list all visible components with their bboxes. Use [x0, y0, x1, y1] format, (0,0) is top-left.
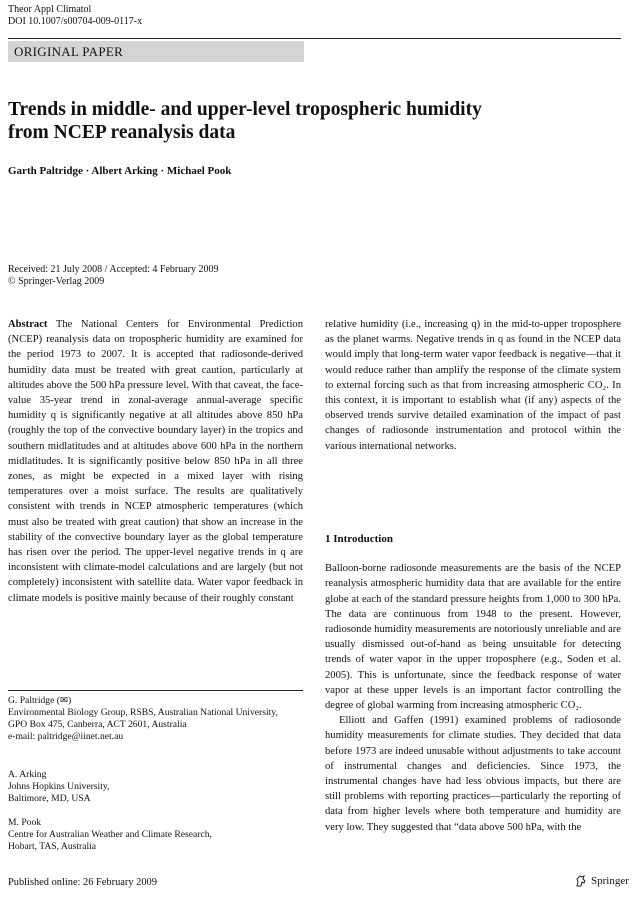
affiliation-email: e-mail: paltridge@iinet.net.au	[8, 731, 124, 742]
received-accepted: Received: 21 July 2008 / Accepted: 4 February 2009	[8, 264, 219, 275]
abstract-label: Abstract	[8, 319, 48, 330]
footnote-rule	[8, 690, 303, 691]
header-rule	[8, 38, 621, 39]
abstract-column	[8, 317, 303, 606]
author-3: Michael Pook	[166, 165, 232, 177]
affiliation-3	[8, 817, 303, 853]
introduction-paragraph-2: Elliott and Gaffen (1991) examined problems of radiosonde humidity measurements for climate studies. They decided that data before 1973 are indeed unusable without adjustments to take account of instrumental changes and deficiencies. Since 1973, the instrumental changes have had less obvious impacts, but there are still problems with reporting practices—particularly the reporting of data from higher levels where both temperature and humidity are very low. They suggested that “data above 500 hPa, with the	[325, 715, 621, 833]
affiliation-line: Centre for Australian Weather and Climate Research,	[8, 829, 212, 840]
affiliation-name: G. Paltridge (✉)	[8, 695, 72, 706]
section-label: ORIGINAL PAPER	[14, 44, 124, 59]
section-band	[8, 41, 304, 62]
springer-horse-icon	[574, 874, 588, 888]
affiliation-line: Baltimore, MD, USA	[8, 793, 91, 804]
title-line-1: Trends in middle- and upper-level tropospheric humidity	[8, 99, 482, 120]
affiliation-name: M. Pook	[8, 817, 42, 828]
abstract-continued: relative humidity (i.e., increasing q) in the mid-to-upper troposphere as the planet warms. Negative trends in q as found in the NCEP data would imply that long-term water vapor feedback is negative—that it would reduce rather than amplify the response of the climate system to external forcing such as that from increasing atmospheric CO₂. In this context, it is important to establish what (if any) aspects of the observed trends survive detailed examination of the impact of past changes of radiosonde instrumentation and protocol within the various international networks.	[325, 319, 621, 452]
affiliation-line: GPO Box 475, Canberra, ACT 2601, Australia	[8, 719, 187, 730]
affiliation-line: Johns Hopkins University,	[8, 781, 110, 792]
journal-name: Theor Appl Climatol	[8, 4, 92, 15]
affiliation-line: Environmental Biology Group, RSBS, Australian National University,	[8, 707, 278, 718]
doi: DOI 10.1007/s00704-009-0117-x	[8, 16, 143, 27]
introduction-section	[325, 532, 621, 835]
springer-logo	[574, 874, 629, 888]
affiliation-line: Hobart, TAS, Australia	[8, 841, 97, 852]
paper-title	[8, 98, 568, 144]
introduction-paragraph-1: Balloon-borne radiosonde measurements are the basis of the NCEP reanalysis atmospheric humidity data that are available for the entire globe at each of the standard pressure heights from 1,000 to 300 hPa. The data are continuous from 1948 to the present. However, radiosonde humidity measurements are notoriously unreliable and are usually dismissed out-of-hand as being unsuitable for detecting trends of water vapor in the upper troposphere (e.g., Soden et al. 2005). This is unfortunate, since the feedback response of water vapor at these upper levels is an important factor controlling the degree of global warming from increasing atmospheric CO₂.	[325, 563, 621, 712]
author-1: Garth Paltridge	[8, 165, 83, 177]
abstract	[8, 317, 303, 606]
published-online: Published online: 26 February 2009	[8, 877, 157, 888]
title-line-2: from NCEP reanalysis data	[8, 122, 236, 143]
affiliation-name: A. Arking	[8, 769, 47, 780]
affiliation-1	[8, 695, 303, 743]
author-2: Albert Arking	[91, 165, 158, 177]
publisher-name: Springer	[591, 875, 629, 887]
article-dates	[8, 264, 219, 288]
journal-header	[8, 4, 142, 28]
abstract-continued-column	[325, 317, 621, 454]
abstract-text: The National Centers for Environmental Prediction (NCEP) reanalysis data on tropospheric humidity are examined for the period 1973 to 2007. It is accepted that radiosonde-derived humidity data must be treated with great caution, particularly at altitudes above the 500 hPa pressure level. With that caveat, the face-value 35-year trend in zonal-average annual-average specific humidity q is significantly negative at all altitudes above 850 hPa (roughly the top of the convective boundary layer) in the tropics and southern midlatitudes and at altitudes above 600 hPa in the northern midlatitudes. It is significantly positive below 850 hPa in all three zones, as might be expected in a mixed layer with rising temperatures over a moist surface. The results are qualitatively consistent with trends in NCEP atmospheric temperatures (which must also be treated with great caution) that show an increase in the stability of the convective boundary layer as the global temperature has risen over the period. The upper-level negative trends in q are inconsistent with climate-model calculations and are largely (but not completely) inconsistent with satellite data. Water vapor feedback in climate models is positive mainly because of their roughly constant	[8, 319, 304, 604]
affiliation-2	[8, 769, 303, 805]
copyright: © Springer-Verlag 2009	[8, 276, 105, 287]
introduction-heading: 1 Introduction	[325, 533, 393, 545]
author-list: Garth Paltridge · Albert Arking · Michael Pook	[8, 165, 232, 177]
